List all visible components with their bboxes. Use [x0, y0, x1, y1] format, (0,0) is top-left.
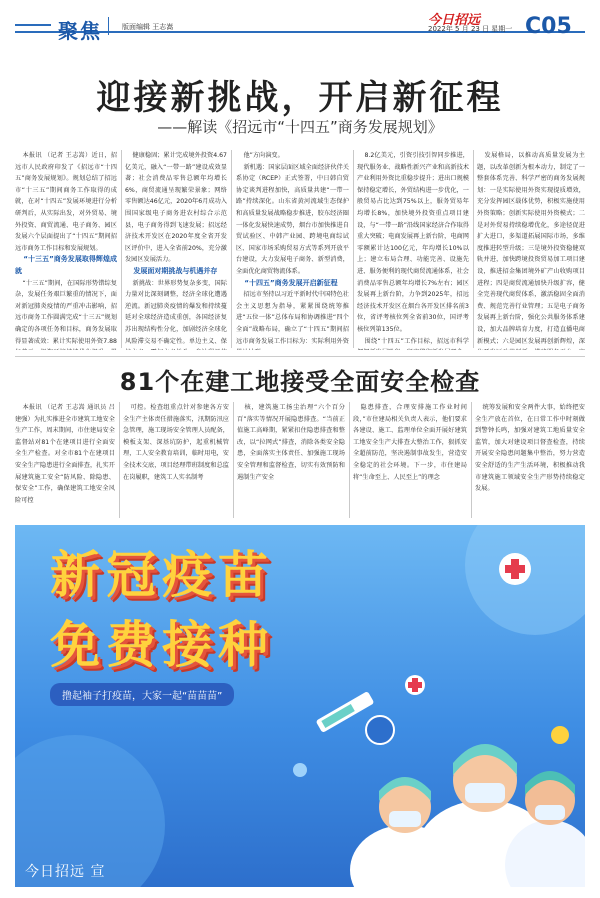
article2-column-3: 核，建筑施工扬尘治理“六个百分百”落实等情况开展隐患排查。“当前正值施工高峰期，紧紧扣住隐患排查和整改，以“拉网式”排查，消除各类安全隐患，全面落实主体责任、加强施工现场安全管理和监督检查，切实有效预防和遏制生产安全: [237, 404, 345, 481]
column-divider: [121, 150, 122, 348]
section-divider: [15, 356, 585, 357]
issue-date: 2022年 5 月 23 日 星期一: [428, 25, 513, 33]
article-subheadline: ——解读《招远市“十四五”商务发展规划》: [157, 118, 443, 136]
article-column-2: 健康稳固；累计完成境外投资4.67亿美元，融入“一带一路”建设成效显著；社会消费品零售总额年均增长6%，商贸流通呈现繁荣景象；网络零售额达46亿元，2020年6月成功入围国家级电子商务进农村综合示范县，电子商务得到飞速发展；招远经济技术开发区在2020年度全省开发区评价中，进入全省前20%，充分激发园区发展活力。 发展面对期挑战与机遇并存 新挑战：世界形势复杂多变，国际力量对比深刻调整，经济全球化遭遇逆流。新冠肺炎疫情的爆发和持续蔓延对全球经济造成重创，各国经济复苏出现结构性分化，加剧经济全球化风险滞交易不确定性。单边主义、保: [125, 152, 227, 345]
column-divider: [233, 402, 234, 518]
column-divider: [349, 402, 350, 518]
header-separator: [108, 17, 109, 35]
editor-credit: 版面编辑 王志嵩: [122, 23, 174, 31]
article2-column-1: 本报讯 （记者 王志嵩 通讯员 吕建强）为扎实推进全市建筑工地安全生产工作，周末期间，市住建局安全监督站对81个在建项目进行全面安全生产检查。对全市81个在建项目安全生产隐患进行全面排查，扎实开展建筑施工安全“防风险、除隐患、保安全”工作，确保建筑工地安全风险可控: [15, 404, 115, 504]
poster-title-line-1: 新冠疫苗: [50, 546, 274, 604]
page-number: C05: [525, 14, 572, 39]
article2-headline: 81个在建工地接受全面安全检查: [119, 368, 481, 396]
article2-column-2: 可控。检查组重点针对参建各方安全生产主体责任措施落实，汛期防汛应急管理，施工现场安全管理人员配备，模板支架、深基坑防护，起重机械管理，工人安全教育培训，临时用电，安全技术交底，项目经理带班制度和总监在岗履职，建筑工人实名制考: [123, 404, 229, 481]
poster-credit: 今日招远 宣: [25, 864, 106, 880]
article-column-3: 他”方向演变。 新机遇：国家层面区域全面经济伙伴关系协定（RCEP）正式签署，中日韩自贸协定谈判进程加快，高质量共建“一带一路”持续深化。山东省黄河流域生态保护和高质量发展战略稳步推进，胶东经济圈一体化发展快速成势，烟台市加快推进自贸试验区、中韩产业园、跨境电商综试区、国家市场采购贸易方式等系列开放平台建设，大力发展电子商务、新型消费，全面优化商贸物流体系。 “十四五”商务发展开启新征程 招远市坚持以习近平新时代中国特色社会主义思想为指导，紧紧围绕统筹推进“五位一体”总体布局和协调推进“四个全面”战略布局，确立了“十四五”期间招远市商务发展工作目标为：实际利用外资: [236, 152, 349, 345]
article-headline: 迎接新挑战，开启新征程: [96, 78, 504, 118]
article-column-5: 发展格局，以推动高质量发展为主题，以改革创新为根本动力，制定了一整套体系完善、科学严密的商务发展规划：一是实际使用外资实现提质增效，充分发挥园区载体优势，积极实施使用外资策略；创新实际使用外资模式；二是对外贸易持续稳增优化，多途径促进扩大进口，多渠道拓展国际市场，多维度推进转型升级；三是境外投资稳健双轨并进，加快跨境投资贸易加工项目建设，推进招金集团境外矿产山收购项目进程；四是商贸流通加快升级扩容，健全完善现代商贸体系，激活稳固全面消费、规范完善行业管理；五是电子商务发展再上新台阶，强化公共服务体系建设，加大品牌培育力度，打造直播电商新模式；六是园区发展再创新辉煌，深: [477, 152, 585, 345]
article2-column-5: 统筹发展和安全两件大事，始终把安全生产放在首位，在日常工作中时刻做到警钟长鸣，加强对建筑工地质量安全监管，加大对建设项目督查检查，持续开展安全隐患问题集中整治，努力营造安全舒适的生产生活环境，积极推动我市建筑施工领域安全生产形势持续稳定发展。: [475, 404, 585, 493]
poster-title-line-2: 免费接种: [50, 616, 274, 674]
column-divider: [231, 150, 232, 348]
article2-column-4: 隐患排查，合理安排施工作业时间段，”市住建局相关负责人表示，他们要求各建设、施工、监理单位全面开展好建筑工地安全生产大排查大整治工作，狠抓安全超前防范，坚决遏制事故发生，营造安全稳定的社会环境。下一步，市住建局将“生命至上、人民至上”的理念: [353, 404, 467, 481]
column-divider: [473, 150, 474, 348]
article-column-4: 8.2亿美元，引资引技引智同步推进，现代服务业、战略性新兴产业和高新技术产业利用外资比重稳步提升；进出口规模保持稳定增长，外贸结构进一步优化，一般贸易占比达到75%以上，服务贸易年均增长8%，加快境外投资重点项目建设，与“一带一路”沿线国家经济合作取得重大突破；电商发展再上新台阶，电商网零额累计达100亿元，年均增长10%以上；建立布局合理、功能完善、设施先进、服务便利的现代商贸流通体系，社会消费品零售总额年均增长7%左右；园区发展再上新台阶，力争到2025年，招远经济技术开发区在烟台各开发区排名前3位，省评考核位列全省前30位，国评考核位列第135位。 围绕“十四五”工作目标，招远市科学: [357, 152, 469, 345]
medical-cross-icon: [499, 553, 531, 585]
column-divider: [471, 402, 472, 518]
newspaper-logo: 今日招远: [428, 13, 481, 28]
medical-cross-icon: [405, 675, 425, 695]
column-divider: [119, 402, 120, 518]
poster-slogan: 撸起袖子打疫苗，大家一起“苗苗苗”: [50, 683, 234, 706]
column-divider: [353, 150, 354, 348]
section-title: 聚焦: [58, 19, 102, 43]
article-column-1: 本报讯 （记者 王志嵩）近日，招远市人民政府印发了《招远市“十四五”商务发展规划》。规划总结了招远市“十三五”期间商务工作取得的成就，在对“十四五”发展环境进行分析研判后，从实际出发，对外贸易、境外投资、商贸流通、电子商务、园区发展六个层面提出了“十四五”期间招远市商务工作目标和发展规划。 “十三五”商务发展取得辉煌成就 “十三五”期间，在国际形势错综复杂，发展任务艰巨繁重的情况下，面对新冠肺炎疫情的严重冲击影响，招远市商务工作圆满完成“十三五”规划确定的各项任务和目标，商务发展取得显著成效：累计实际使用外资7.88: [15, 152, 117, 345]
header-left-rule: [15, 24, 51, 26]
vaccine-poster: [15, 525, 585, 887]
